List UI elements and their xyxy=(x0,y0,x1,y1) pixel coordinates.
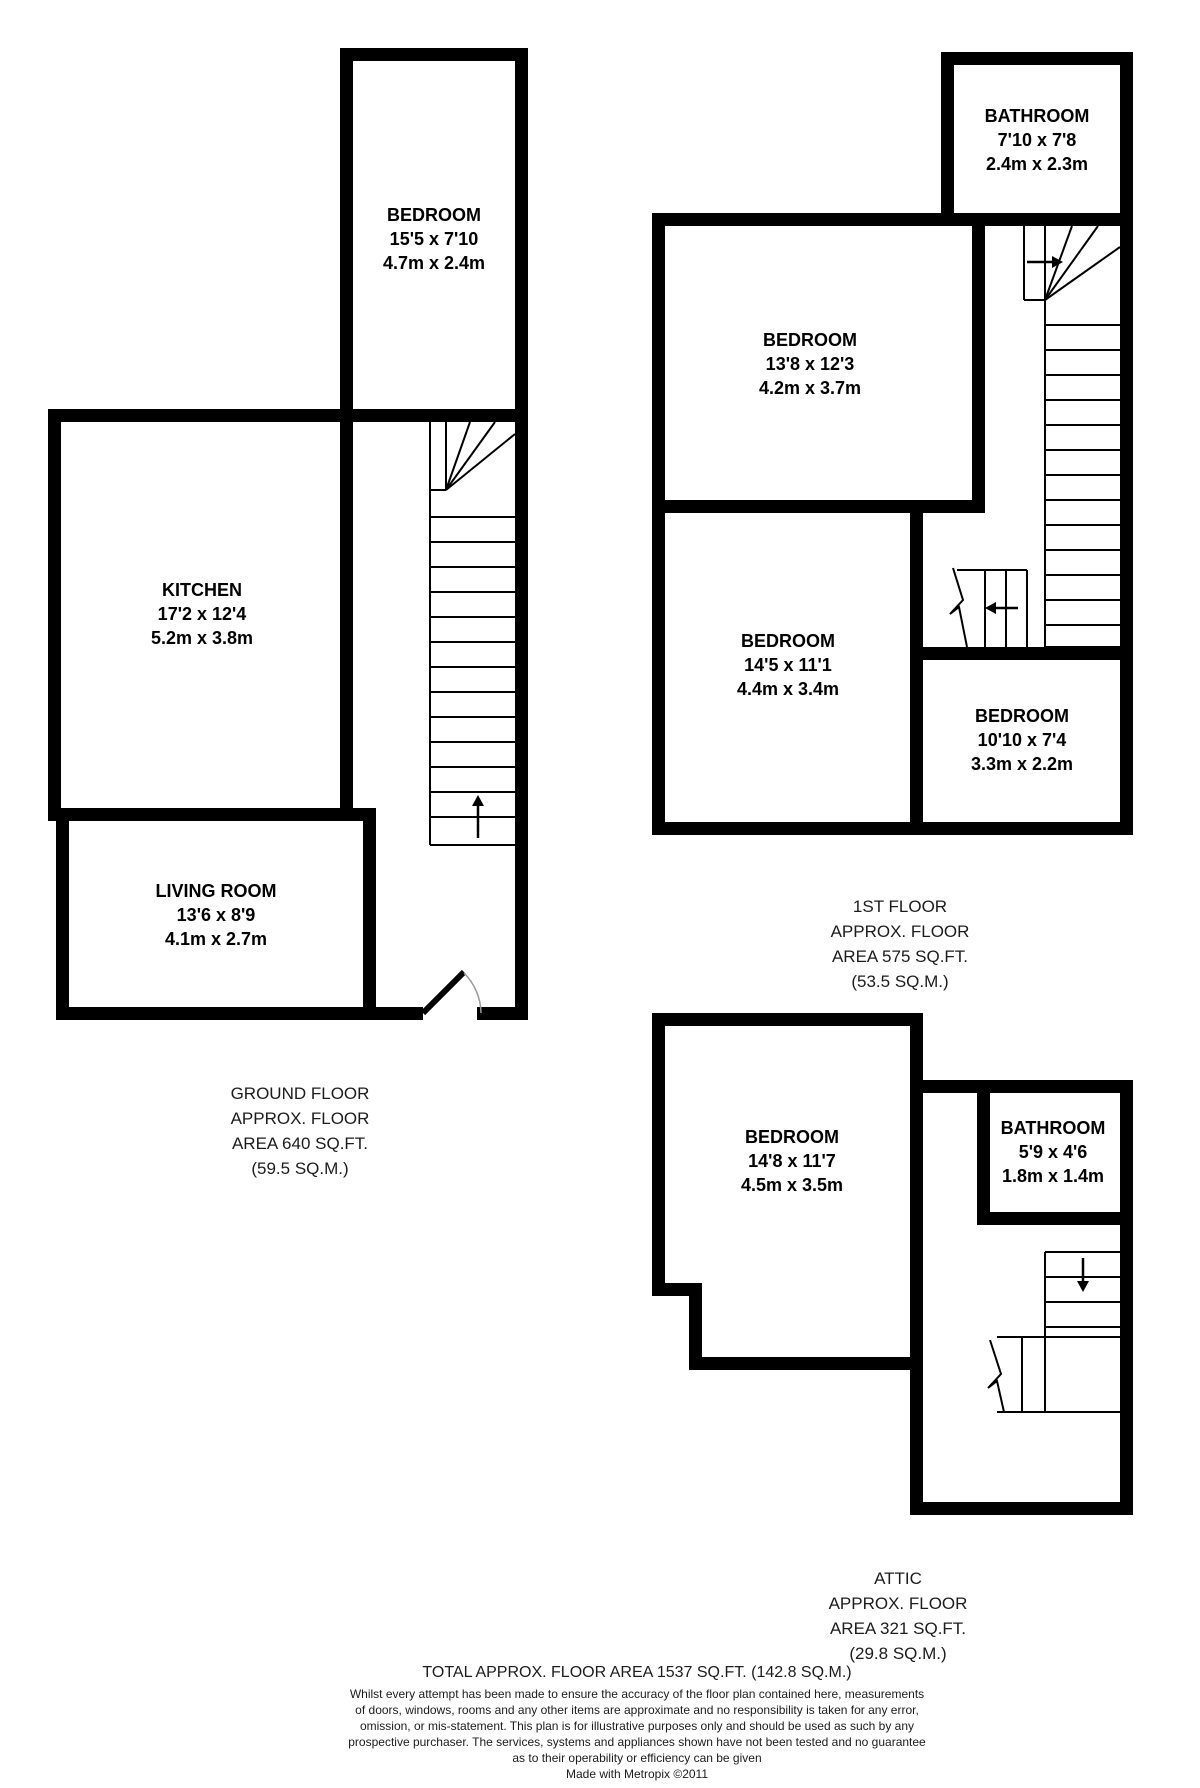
room-size-metric: 2.4m x 2.3m xyxy=(985,154,1089,174)
room-name: BEDROOM xyxy=(762,330,857,350)
room-label-gf-bedroom xyxy=(383,203,485,275)
total-floor-area: TOTAL APPROX. FLOOR AREA 1537 SQ.FT. (142.8 SQ.M.) xyxy=(422,1664,852,1681)
room-size-metric: 4.7m x 2.4m xyxy=(382,253,486,273)
attic-walls xyxy=(652,1013,1133,1515)
room-size-imperial: 10'10 x 7'4 xyxy=(977,730,1067,750)
room-size-imperial: 13'8 x 12'3 xyxy=(765,354,855,374)
room-label-ff-bathroom xyxy=(985,104,1090,176)
room-label-ff-bedroom-1 xyxy=(759,328,861,400)
stairs-break-line xyxy=(950,568,967,647)
disclaimer-line: omission, or mis-statement. This plan is for illustrative purposes only and should be used as such by any xyxy=(359,1719,915,1733)
metropix-credit: Made with Metropix ©2011 xyxy=(565,1767,709,1781)
room-size-metric: 3.3m x 2.2m xyxy=(970,754,1074,774)
disclaimer-line: of doors, windows, rooms and any other items are approximate and no responsibility is taken for any error, xyxy=(355,1703,919,1717)
room-size-metric: 4.2m x 3.7m xyxy=(758,378,862,398)
ground-floor-area-label: GROUND FLOOR APPROX. FLOOR AREA 640 SQ.FT. (59.5 SQ.M.) xyxy=(230,1084,370,1178)
room-size-metric: 5.2m x 3.8m xyxy=(150,628,254,648)
disclaimer-line: prospective purchaser. The services, systems and appliances shown have not been tested and no guarantee xyxy=(348,1735,926,1749)
attic-plan xyxy=(652,1013,1133,1515)
stairs-break-line xyxy=(988,1340,1004,1412)
entry-door xyxy=(423,972,481,1013)
room-size-metric: 4.4m x 3.4m xyxy=(736,679,840,699)
room-size-imperial: 5'9 x 4'6 xyxy=(1018,1142,1088,1162)
room-name: BATHROOM xyxy=(1000,1118,1106,1138)
room-label-living-room xyxy=(156,879,277,951)
half-landing-stairs xyxy=(950,568,1027,647)
room-name: KITCHEN xyxy=(161,580,242,600)
stairs-down-arrow-icon xyxy=(1077,1258,1089,1292)
stairs-treads xyxy=(1045,325,1120,647)
room-size-imperial: 13'6 x 8'9 xyxy=(176,905,256,925)
ground-floor-plan xyxy=(48,48,528,1020)
room-label-ff-bedroom-2 xyxy=(737,629,839,701)
room-size-metric: 4.1m x 2.7m xyxy=(164,929,268,949)
room-label-attic-bedroom xyxy=(741,1125,843,1197)
room-name: BEDROOM xyxy=(386,205,481,225)
room-name: BEDROOM xyxy=(744,1127,839,1147)
room-size-imperial: 15'5 x 7'10 xyxy=(389,229,479,249)
room-size-imperial: 17'2 x 12'4 xyxy=(157,604,247,624)
attic-area-label: ATTIC APPROX. FLOOR AREA 321 SQ.FT. (29.8 SQ.M.) xyxy=(828,1569,968,1663)
room-size-metric: 1.8m x 1.4m xyxy=(1001,1166,1105,1186)
stairs-treads xyxy=(997,1252,1120,1412)
room-label-ff-bedroom-3 xyxy=(971,704,1073,776)
door-leaf xyxy=(423,972,464,1013)
room-name: LIVING ROOM xyxy=(155,881,277,901)
room-size-imperial: 14'5 x 11'1 xyxy=(744,655,832,675)
first-floor-area-label: 1ST FLOOR APPROX. FLOOR AREA 575 SQ.FT. (53.5 SQ.M.) xyxy=(830,897,970,991)
room-size-imperial: 14'8 x 11'7 xyxy=(748,1151,836,1171)
room-label-attic-bathroom xyxy=(1001,1116,1106,1188)
room-size-metric: 4.5m x 3.5m xyxy=(740,1175,844,1195)
stairs-down-arrow-icon xyxy=(985,602,1018,614)
ground-floor-stairs xyxy=(430,422,515,845)
stairs-winder-lines xyxy=(446,422,515,490)
disclaimer-line: Whilst every attempt has been made to ensure the accuracy of the floor plan contained here, measurements xyxy=(349,1687,925,1701)
room-name: BEDROOM xyxy=(740,631,835,651)
footer xyxy=(348,1662,925,1782)
room-size-imperial: 7'10 x 7'8 xyxy=(997,130,1077,150)
stairs-treads xyxy=(430,517,515,845)
ground-floor-walls xyxy=(48,48,528,1020)
room-name: BEDROOM xyxy=(974,706,1069,726)
room-name: BATHROOM xyxy=(984,106,1090,126)
disclaimer-line: as to their operability or efficiency can be given xyxy=(512,1751,762,1765)
room-label-kitchen xyxy=(151,578,253,650)
attic-stairs xyxy=(988,1252,1120,1412)
